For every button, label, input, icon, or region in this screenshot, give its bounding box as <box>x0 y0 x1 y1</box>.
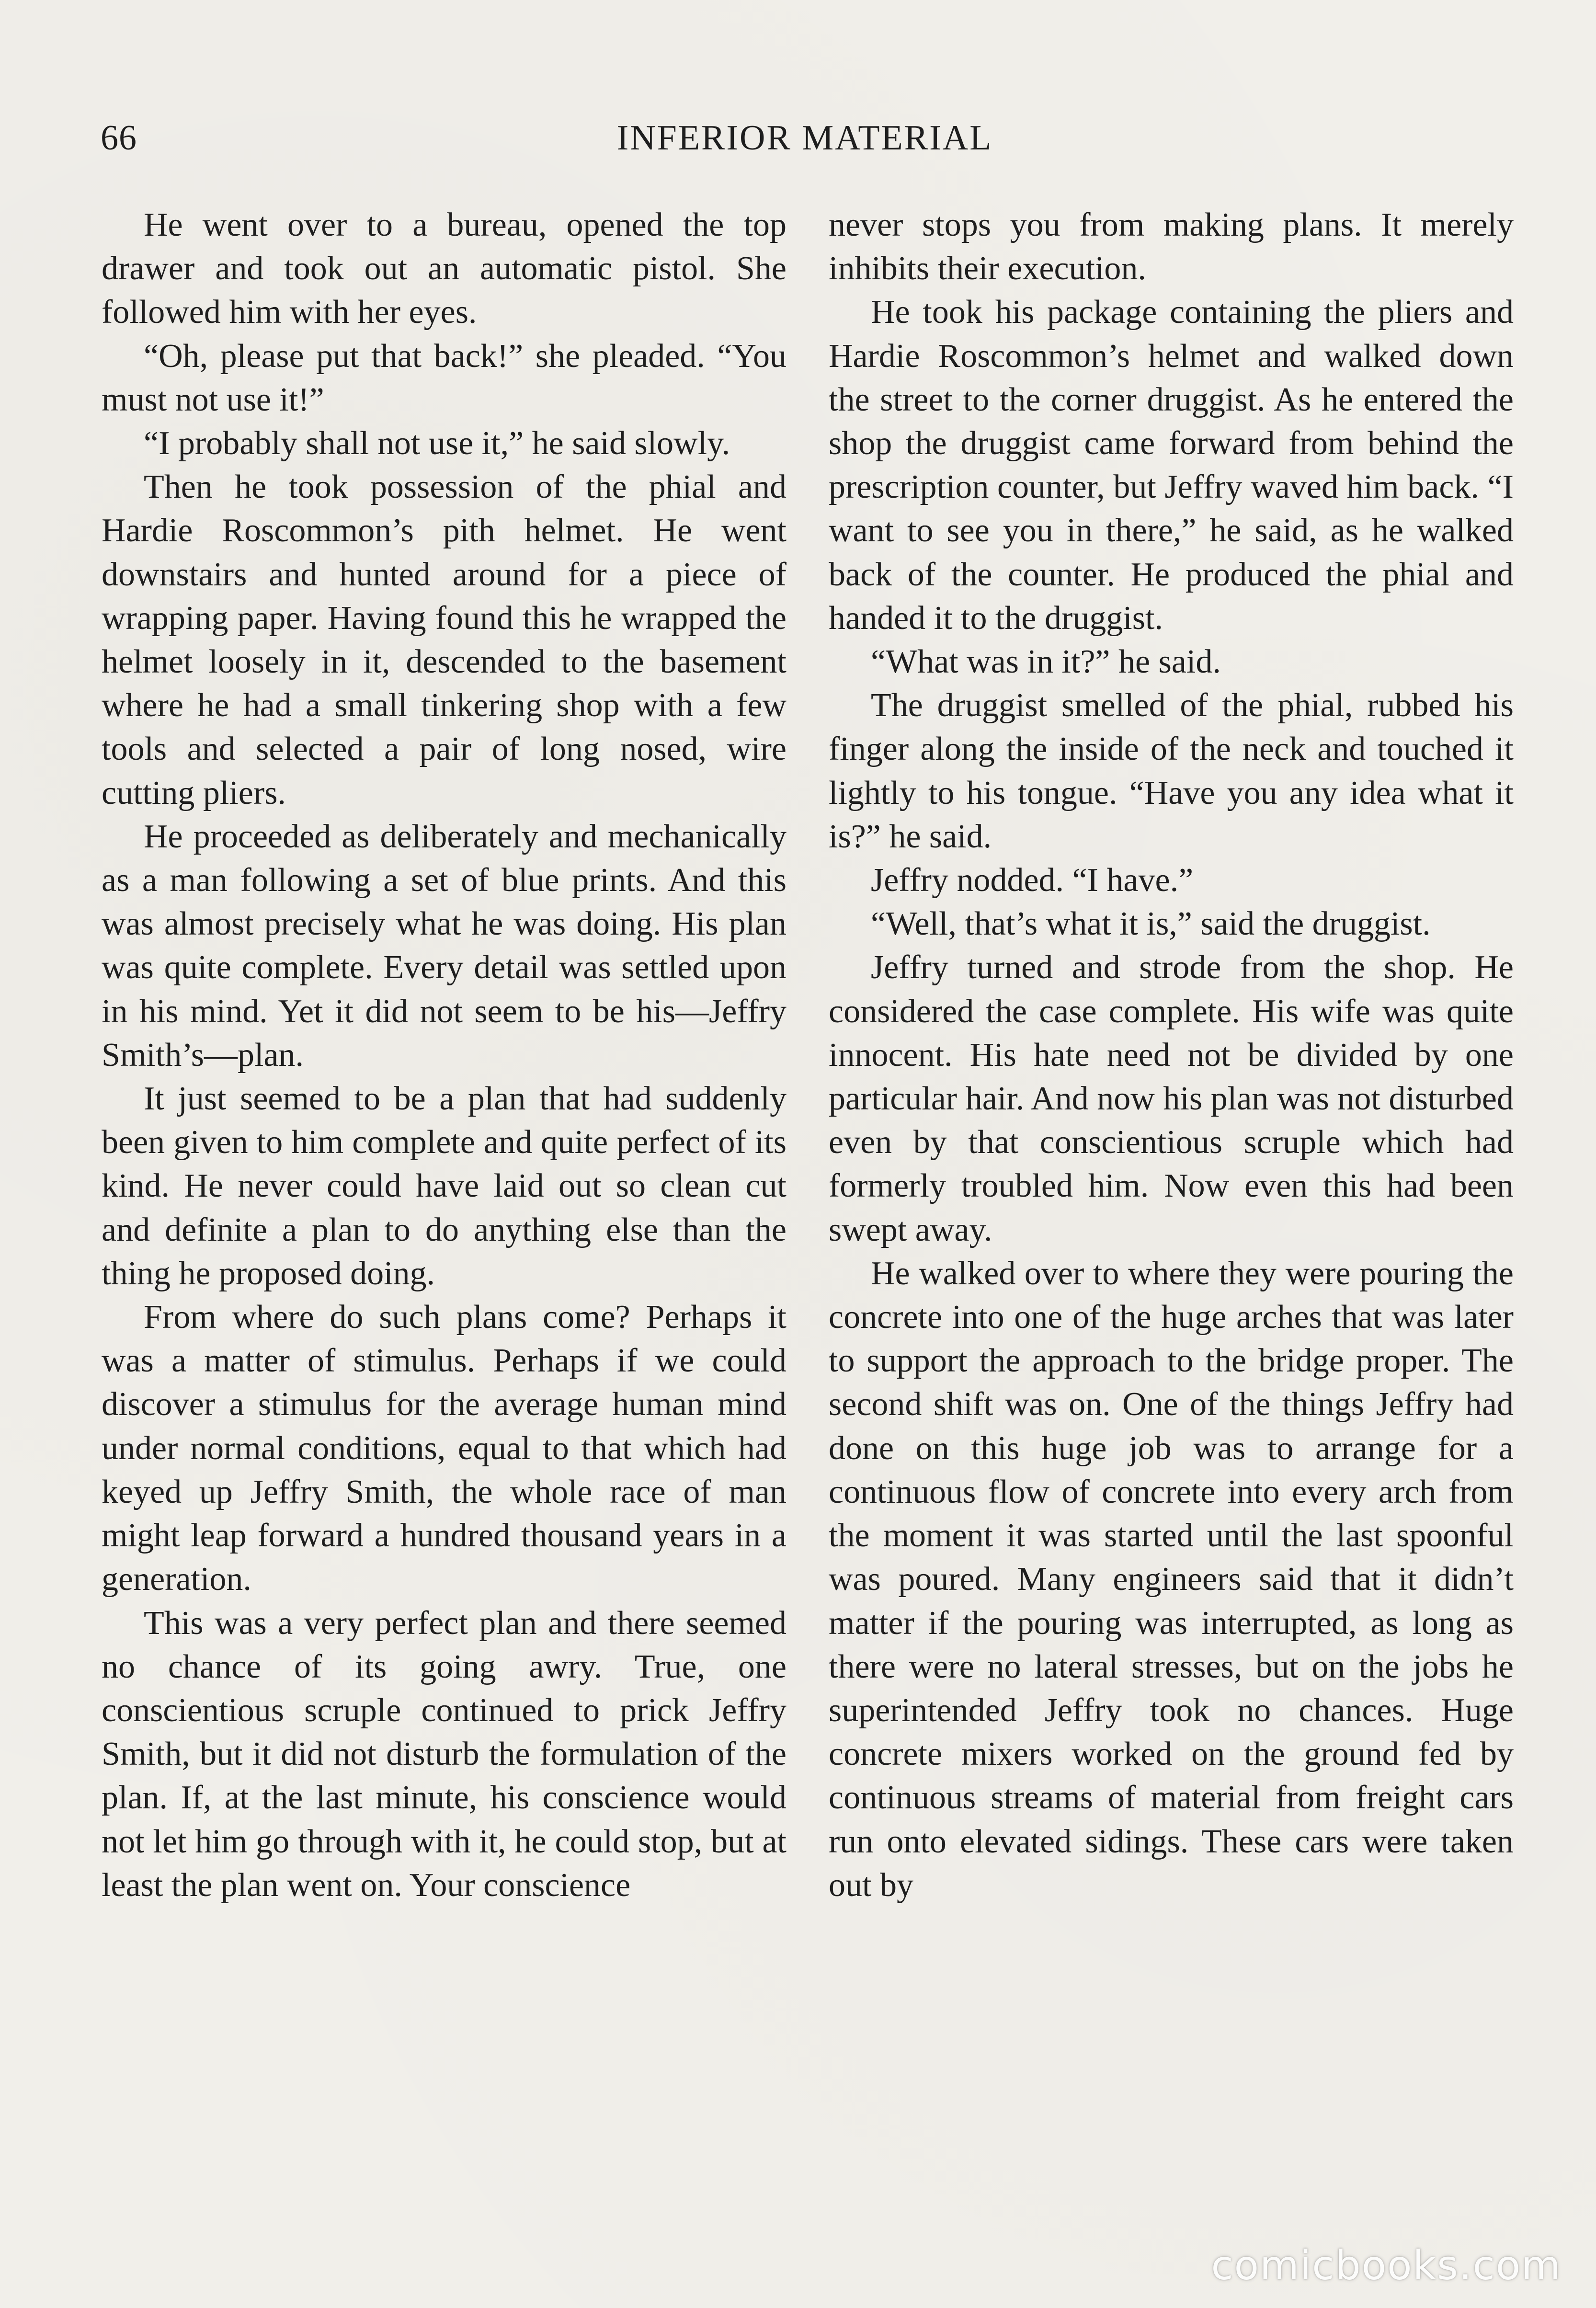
paragraph: From where do such plans come? Perhaps it was a matter of stimulus. Perhaps if we could discover a stimulus for the average human mind under normal conditions, equal to that which had keyed up Jeffry Smith, the whole race of man might leap forward a hundred thousand years in a generation. <box>102 1299 787 1598</box>
paragraph: “Well, that’s what it is,” said the druggist. <box>871 905 1431 943</box>
paragraph: This was a very perfect plan and there seemed no chance of its going awry. True, one conscientious scruple continued to prick Jeffry Smith, but it did not disturb the formulation of the plan. If, at the last minute, his conscience would not let him go through with it, he could stop, but at least the plan went on. Your conscience <box>102 1604 787 1904</box>
continued-paragraph: never stops you from making plans. It merely inhibits their execution. <box>829 206 1514 287</box>
running-title: INFERIOR MATERIAL <box>616 118 993 158</box>
paragraph: Jeffry nodded. “I have.” <box>871 862 1194 899</box>
paragraph: Jeffry turned and strode from the shop. He considered the case complete. His wife was quite innocent. His hate need not be divided by one particular hair. And now his plan was not disturbed even by that conscientious scruple which had formerly troubled him. Now even this had been swept away. <box>829 949 1514 1248</box>
right-column <box>829 203 1514 1907</box>
paragraph: He went over to a bureau, opened the top drawer and took out an automatic pistol. She followed him with her eyes. <box>102 206 787 331</box>
page-number: 66 <box>101 118 137 158</box>
paragraph: “Oh, please put that back!” she pleaded. “You must not use it!” <box>102 337 787 418</box>
paragraph: He took his package containing the pliers and Hardie Roscommon’s helmet and walked down the street to the corner druggist. As he entered the shop the druggist came forward from behind the prescription counter, but Jeffry waved him back. “I want to see you in there,” he said, as he walked back of the counter. He produced the phial and handed it to the druggist. <box>829 294 1514 637</box>
paragraph: It just seemed to be a plan that had suddenly been given to him complete and quite perfect of its kind. He never could have laid out so clean cut and definite a plan to do anything else than the thing he proposed doing. <box>102 1080 787 1292</box>
paragraph: The druggist smelled of the phial, rubbed his finger along the inside of the neck and touched it lightly to his tongue. “Have you any idea what it is?” he said. <box>829 687 1514 855</box>
left-column <box>102 203 787 1907</box>
page-header <box>101 114 1509 162</box>
paragraph: He proceeded as deliberately and mechanically as a man following a set of blue prints. And this was almost precisely what he was doing. His plan was quite complete. Every detail was settled upon in his mind. Yet it did not seem to be his—Jeffry Smith’s—plan. <box>102 818 787 1074</box>
paragraph: “What was in it?” he said. <box>871 643 1221 681</box>
watermark: comicbooks.com <box>1211 2242 1562 2289</box>
paragraph: He walked over to where they were pouring the concrete into one of the huge arches that was later to support the approach to the bridge proper. The second shift was on. One of the things Jeffry had done on this huge job was to arrange for a continuous flow of concrete into every arch from the moment it was started until the last spoonful was poured. Many engineers said that it didn’t matter if the pouring was interrupted, as long as there were no lateral stresses, but on the jobs he superintended Jeffry took no chances. Huge concrete mixers worked on the ground fed by continuous streams of material from freight cars run onto elevated sidings. These cars were taken out by <box>829 1255 1514 1904</box>
paragraph: “I probably shall not use it,” he said slowly. <box>144 425 730 462</box>
paragraph: Then he took possession of the phial and Hardie Roscommon’s pith helmet. He went downstairs and hunted around for a piece of wrapping paper. Having found this he wrapped the helmet loosely in it, descended to the basement where he had a small tinkering shop with a few tools and selected a pair of long nosed, wire cutting pliers. <box>102 468 787 811</box>
